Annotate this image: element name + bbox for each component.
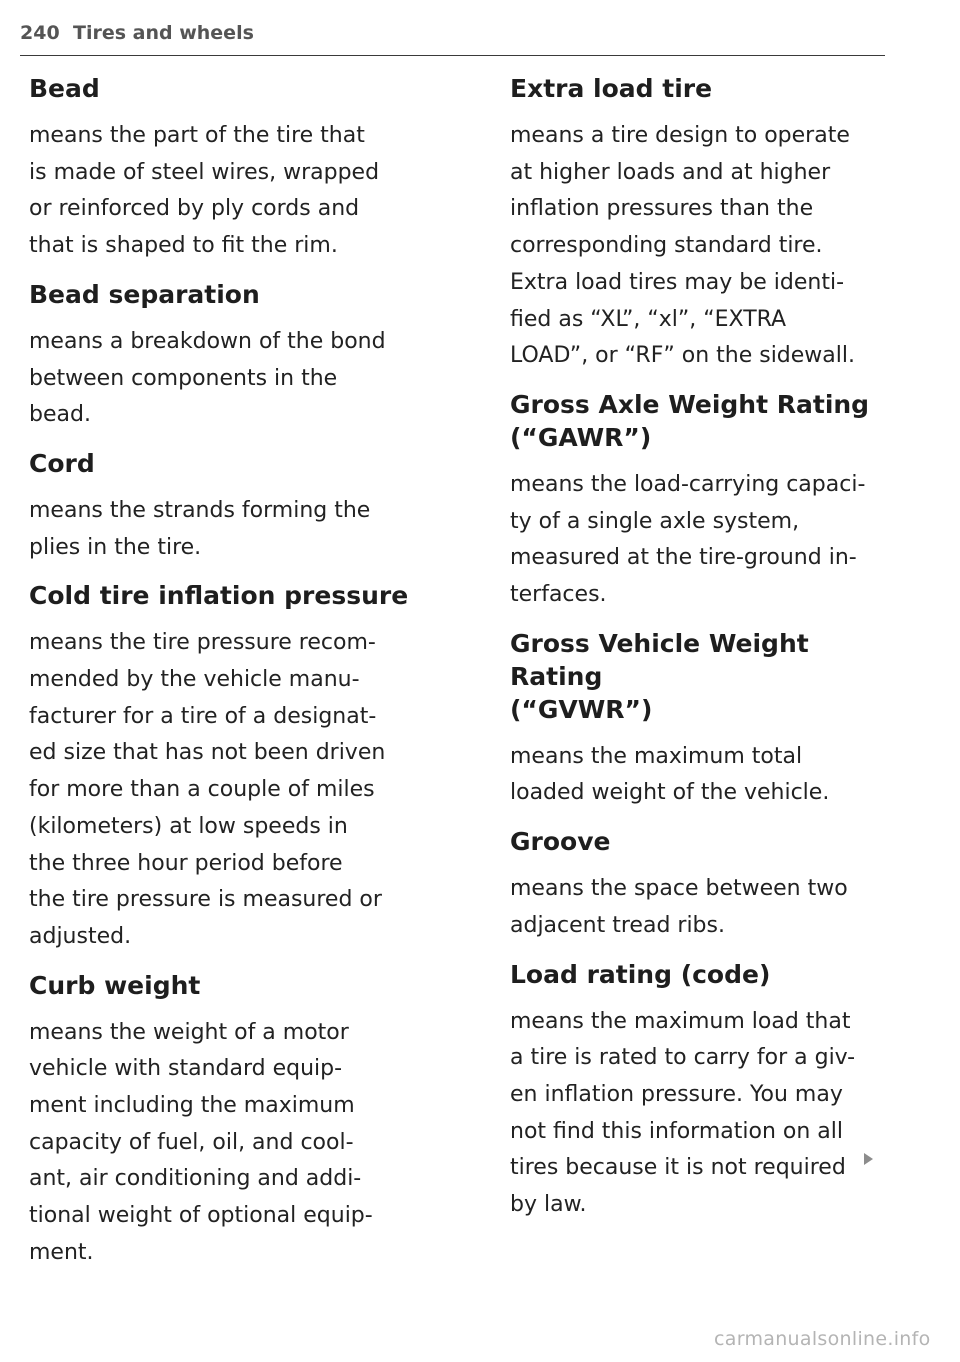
definition-line: a tire is rated to carry for a giv- xyxy=(510,1045,856,1071)
glossary-entry-curb-weight xyxy=(29,969,474,1272)
definition-line: between components in the xyxy=(29,365,338,391)
definition-line: the tire pressure is measured or xyxy=(29,887,382,913)
definition-line: corresponding standard tire. xyxy=(510,233,823,259)
definition-line: Extra load tires may be identi- xyxy=(510,269,845,295)
page-header xyxy=(20,22,885,56)
definition-line: ty of a single axle system, xyxy=(510,508,800,534)
term-heading-line: Gross Axle Weight Rating xyxy=(510,389,870,419)
definition-line: adjacent tread ribs. xyxy=(510,912,725,938)
definition-line: adjusted. xyxy=(29,923,132,949)
term-heading xyxy=(510,72,880,105)
definition-line: loaded weight of the vehicle. xyxy=(510,780,830,806)
term-heading-line: Groove xyxy=(510,827,611,857)
term-definition xyxy=(29,324,474,434)
term-heading xyxy=(510,388,880,454)
definition-line: (kilometers) at low speeds in xyxy=(29,813,348,839)
left-column xyxy=(29,72,474,1285)
definition-line: ed size that has not been driven xyxy=(29,740,386,766)
definition-line: for more than a couple of miles xyxy=(29,777,375,803)
term-heading xyxy=(510,825,880,858)
definition-line: means the load-carrying capaci- xyxy=(510,471,866,497)
glossary-entry-bead xyxy=(29,72,474,265)
term-heading-line: Extra load tire xyxy=(510,74,713,103)
definition-line: means the weight of a motor xyxy=(29,1019,349,1045)
definition-line: is made of steel wires, wrapped xyxy=(29,159,380,185)
definition-line: mended by the vehicle manu- xyxy=(29,667,360,693)
glossary-entry-gawr xyxy=(510,388,880,614)
definition-line: vehicle with standard equip- xyxy=(29,1056,343,1082)
term-definition xyxy=(29,493,474,566)
definition-line: bead. xyxy=(29,402,91,428)
definition-line: means a breakdown of the bond xyxy=(29,328,386,354)
term-heading-line: (“GAWR”) xyxy=(510,422,652,452)
definition-line: ant, air conditioning and addi- xyxy=(29,1166,362,1192)
term-definition xyxy=(29,118,474,265)
definition-line: means the strands forming the xyxy=(29,497,371,523)
term-heading-line: Load rating (code) xyxy=(510,959,771,989)
glossary-entry-groove xyxy=(510,825,880,944)
definition-line: tires because it is not required xyxy=(510,1155,846,1181)
definition-line: means the maximum load that xyxy=(510,1008,851,1034)
term-heading: Bead xyxy=(29,74,100,103)
term-definition xyxy=(510,739,880,812)
definition-line: means the space between two xyxy=(510,876,848,902)
term-heading: Cord xyxy=(29,448,95,478)
glossary-entry-cold-tire-inflation-pressure xyxy=(29,579,474,955)
term-heading: Curb weight xyxy=(29,970,201,1000)
term-heading: Cold tire inflation pressure xyxy=(29,581,409,611)
definition-line: means the part of the tire that xyxy=(29,123,365,148)
term-definition xyxy=(510,118,880,375)
play-right-icon xyxy=(864,1153,873,1165)
term-heading xyxy=(510,627,880,726)
definition-line: means the tire pressure recom- xyxy=(29,630,376,656)
definition-line: ment including the maximum xyxy=(29,1093,355,1119)
right-column xyxy=(510,72,880,1237)
glossary-entry-gvwr xyxy=(510,627,880,812)
definition-line: means the maximum total xyxy=(510,743,803,769)
glossary-entry-extra-load-tire xyxy=(510,72,880,375)
glossary-entry-cord xyxy=(29,447,474,566)
definition-line: means a tire design to operate xyxy=(510,123,850,148)
definition-line: or reinforced by ply cords and xyxy=(29,196,360,222)
definition-line: facturer for a tire of a designat- xyxy=(29,703,377,729)
term-definition xyxy=(510,871,880,944)
definition-line: inflation pressures than the xyxy=(510,196,814,222)
term-definition xyxy=(29,625,474,955)
definition-line: at higher loads and at higher xyxy=(510,159,831,185)
definition-line: LOAD”, or “RF” on the sidewall. xyxy=(510,343,855,369)
term-heading xyxy=(510,958,880,991)
definition-line: the three hour period before xyxy=(29,850,343,876)
definition-line: fied as “XL”, “xl”, “EXTRA xyxy=(510,306,787,332)
term-heading: Bead separation xyxy=(29,279,260,309)
term-heading-line: (“GVWR”) xyxy=(510,694,653,724)
definition-line: en inflation pressure. You may xyxy=(510,1081,843,1107)
definition-line: not find this information on all xyxy=(510,1118,843,1144)
page-number: 240 xyxy=(20,22,60,44)
term-definition xyxy=(29,1015,474,1272)
definition-line: measured at the tire-ground in- xyxy=(510,545,857,571)
term-definition xyxy=(510,1004,880,1224)
watermark: carmanualsonline.info xyxy=(714,1328,931,1350)
glossary-entry-bead-separation xyxy=(29,278,474,434)
definition-line: ment. xyxy=(29,1239,94,1265)
definition-line: terfaces. xyxy=(510,582,607,608)
definition-line: by law. xyxy=(510,1192,587,1218)
definition-line: plies in the tire. xyxy=(29,534,202,560)
definition-line: tional weight of optional equip- xyxy=(29,1203,373,1229)
definition-line: capacity of fuel, oil, and cool- xyxy=(29,1129,354,1155)
term-definition xyxy=(510,467,880,614)
section-title: Tires and wheels xyxy=(73,22,254,44)
definition-line: that is shaped to fit the rim. xyxy=(29,233,338,259)
term-heading-line: Gross Vehicle Weight Rating xyxy=(510,628,809,691)
glossary-entry-load-rating xyxy=(510,958,880,1224)
